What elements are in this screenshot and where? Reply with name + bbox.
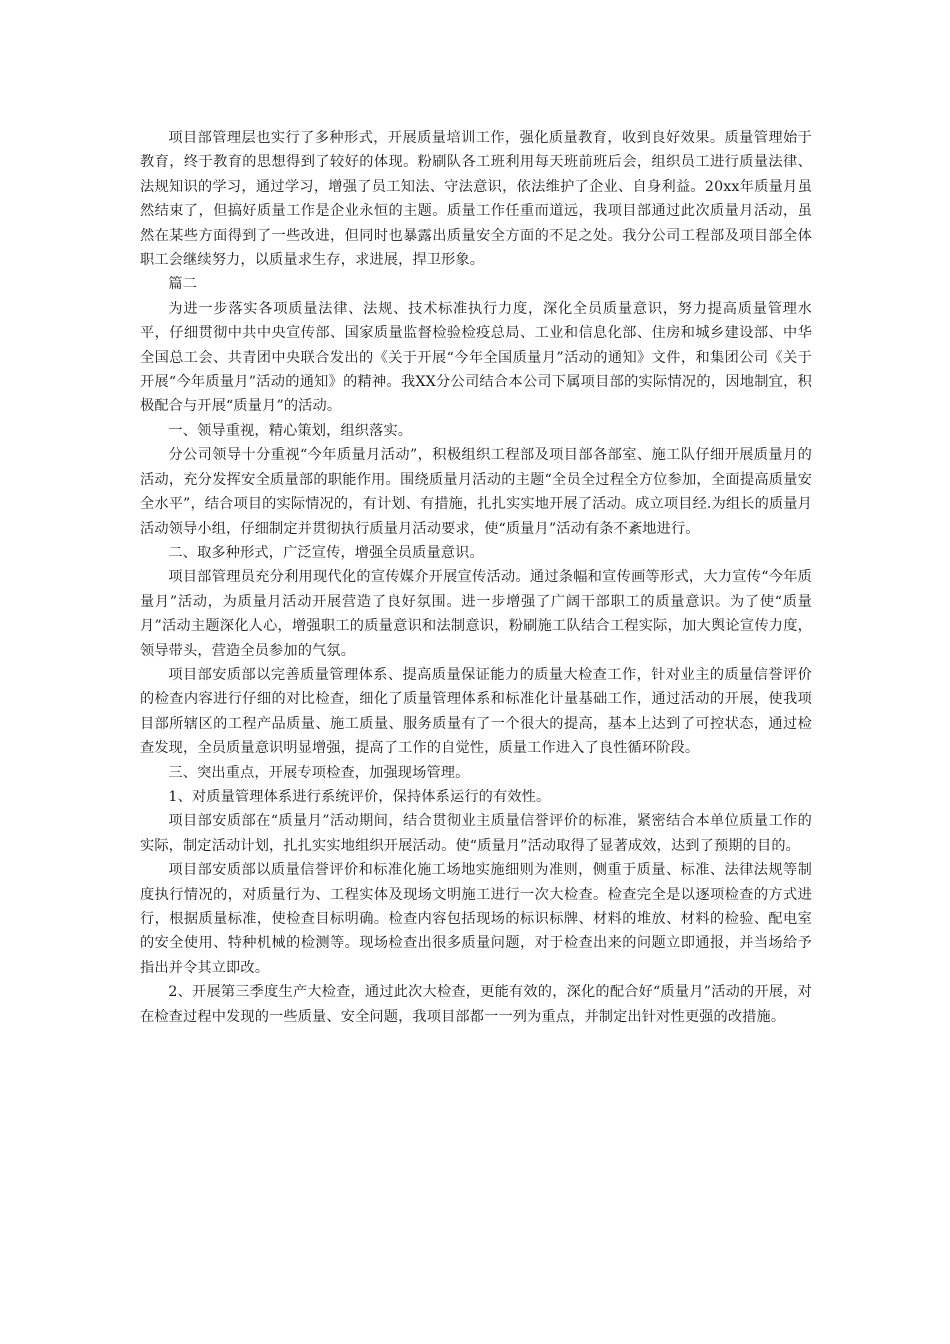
paragraph: 项目部管理层也实行了多种形式，开展质量培训工作，强化质量教育，收到良好效果。质量管理始于教育，终于教育的思想得到了较好的体现。粉刷队各工班利用每天班前班后会，组织员工进行质量法律、法规知识的学习，通过学习，增强了员工知法、守法意识，依法维护了企业、自身利益。20xx年质量月虽然结束了，但搞好质量工作是企业永恒的主题。质量工作任重而道远，我项目部通过此次质量月活动，虽然在某些方面得到了一些改进，但同时也暴露出质量安全方面的不足之处。我分公司工程部及项目部全体职工会继续努力，以质量求生存，求进展，捍卫形象。 — [140, 130, 812, 269]
paragraph: 2、开展第三季度生产大检查，通过此次大检查，更能有效的，深化的配合好“质量月”活动的开展，对在检查过程中发现的一些质量、安全问题，我项目部都一一列为重点，并制定出针对性更强的改措施。 — [140, 984, 812, 1025]
section-heading: 三、突出重点，开展专项检查，加强现场管理。 — [168, 764, 470, 781]
paragraph: 分公司领导十分重视“今年质量月活动”，积极组织工程部及项目部各部室、施工队仔细开展质量月的活动，充分发挥安全质量部的职能作用。围绕质量月活动的主题“全员全过程全方位参加，全面提高质量安全水平”，结合项目的实际情况的，有计划、有措施，扎扎实实地开展了活动。成立项目经.为组长的质量月活动领导小组，仔细制定并贯彻执行质量月活动要求，使“质量月”活动有条不紊地进行。 — [140, 447, 812, 537]
paragraph: 项目部安质部在“质量月”活动期间，结合贯彻业主质量信誉评价的标准，紧密结合本单位质量工作的实际，制定活动计划，扎扎实实地组织开展活动。使“质量月”活动取得了显著成效，达到了预期的目的。 — [140, 813, 812, 854]
subsection-heading: 1、对质量管理体系进行系统评价，保持体系运行的有效性。 — [168, 788, 551, 805]
section-heading: 篇二 — [168, 276, 198, 293]
paragraph: 项目部安质部以质量信誉评价和标准化施工场地实施细则为准则，侧重于质量、标准、法律法规等制度执行情况的，对质量行为、工程实体及现场文明施工进行一次大检查。检查完全是以逐项检查的方式进行，根据质量标准，使检查目标明确。检查内容包括现场的标识标牌、材料的堆放、材料的检验、配电室的安全使用、特种机械的检测等。现场检查出很多质量问题，对于检查出来的问题立即通报，并当场给予指出并令其立即改。 — [140, 862, 812, 976]
document-body — [140, 126, 812, 1029]
section-heading: 一、领导重视，精心策划，组织落实。 — [168, 422, 413, 439]
section-heading: 二、取多种形式，广泛宣传，增强全员质量意识。 — [168, 544, 484, 561]
paragraph: 为进一步落实各项质量法律、法规、技术标准执行力度，深化全员质量意识，努力提高质量管理水平，仔细贯彻中共中央宣传部、国家质量监督检验检疫总局、工业和信息化部、住房和城乡建设部、中华全国总工会、共青团中央联合发出的《关于开展“今年全国质量月”活动的通知》文件，和集团公司《关于开展“今年质量月”活动的通知》的精神。我XX分公司结合本公司下属项目部的实际情况的，因地制宜，积极配合与开展“质量月”的活动。 — [140, 300, 812, 415]
paragraph: 项目部安质部以完善质量管理体系、提高质量保证能力的质量大检查工作，针对业主的质量信誉评价的检查内容进行仔细的对比检查，细化了质量管理体系和标准化计量基础工作，通过活动的开展，使我项目部所辖区的工程产品质量、施工质量、服务质量有了一个很大的提高，基本上达到了可控状态，通过检查发现，全员质量意识明显增强，提高了工作的自觉性，质量工作进入了良性循环阶段。 — [140, 666, 812, 757]
paragraph: 项目部管理员充分利用现代化的宣传媒介开展宣传活动。通过条幅和宣传画等形式，大力宣传“今年质量月”活动，为质量月活动开展营造了良好氛围。进一步增强了广阔干部职工的质量意识。为了使“质量月”活动主题深化人心，增强职工的质量意识和法制意识，粉刷施工队结合工程实际，加大舆论宣传力度，领导带头，营造全员参加的气氛。 — [140, 569, 812, 659]
